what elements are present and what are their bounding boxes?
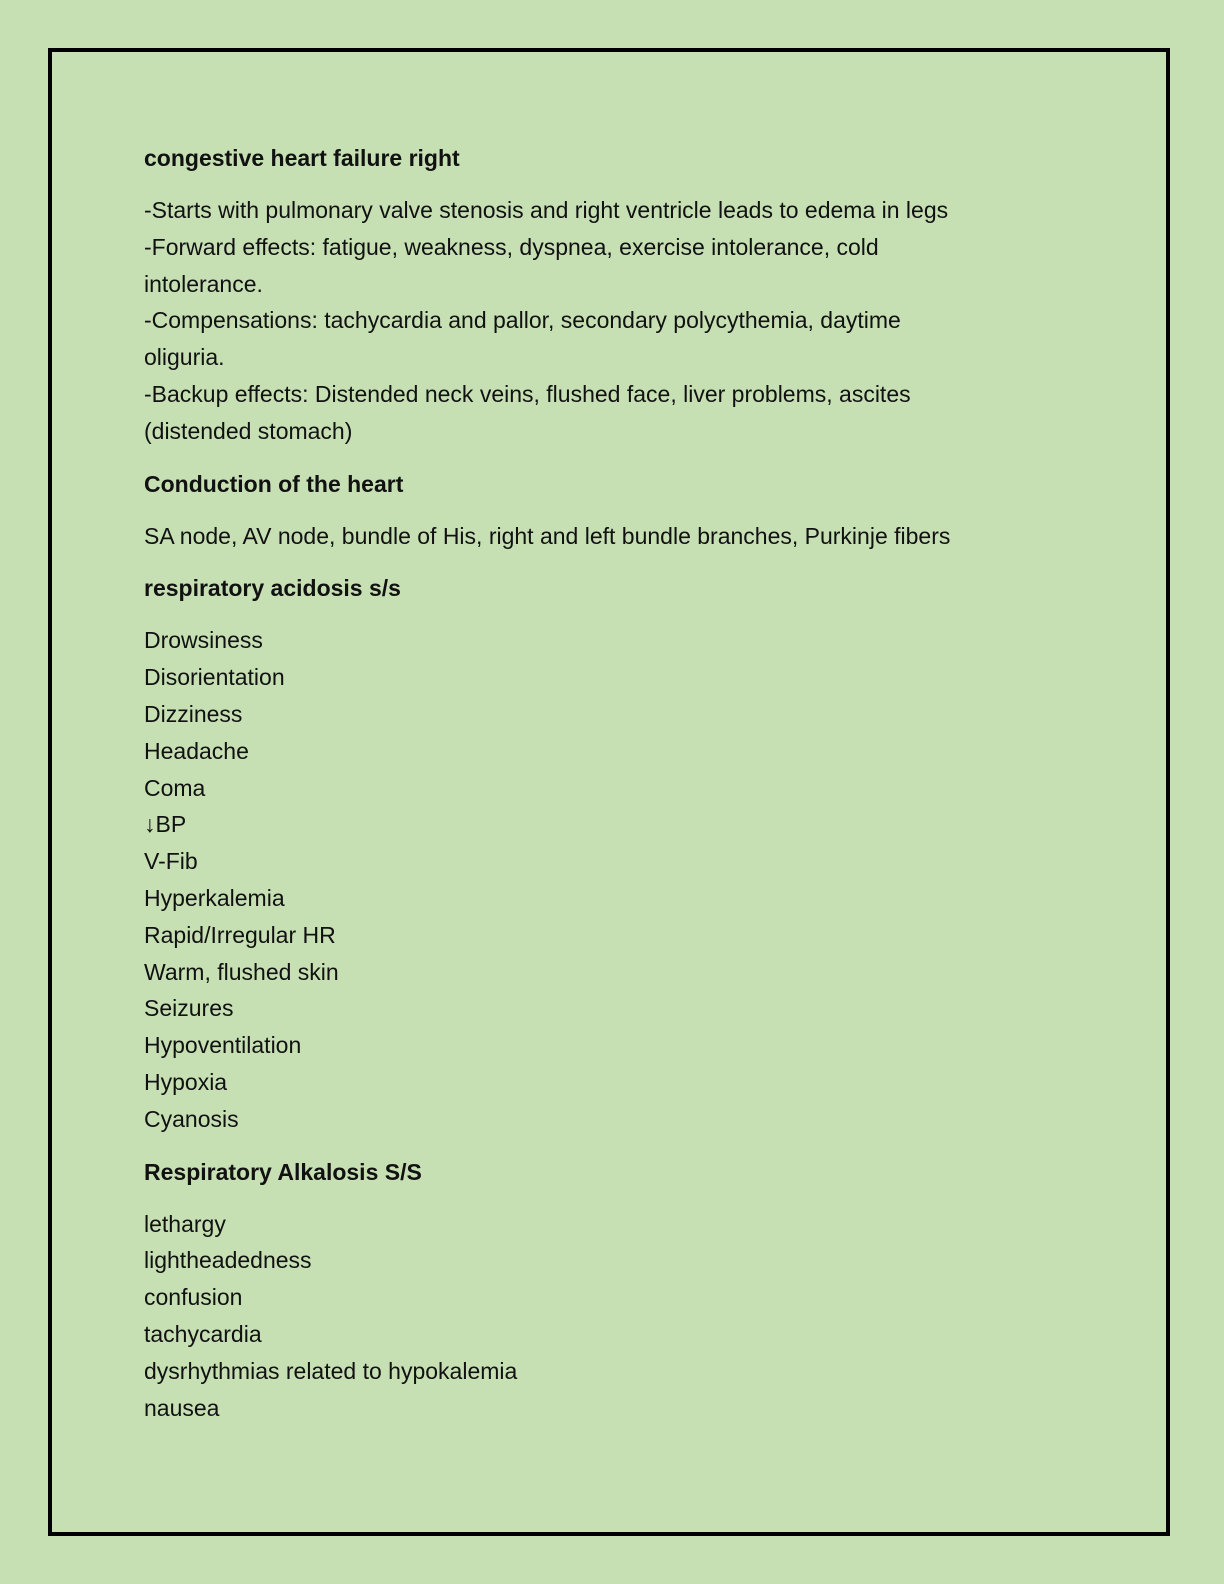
list-item: Disorientation (144, 664, 285, 691)
document-content (144, 140, 1084, 1442)
list-item: Coma (144, 774, 206, 801)
list-item: tachycardia (144, 1320, 262, 1347)
list-item: Hyperkalemia (144, 884, 285, 911)
list-item: ↓BP (144, 811, 187, 838)
text-line: -Starts with pulmonary valve stenosis and right ventricle leads to edema in legs (144, 197, 949, 223)
text-line: -Backup effects: Distended neck veins, flushed face, liver problems, ascites (144, 380, 911, 407)
text-line: (distended stomach) (144, 417, 353, 444)
list-item: Drowsiness (144, 627, 263, 654)
list-item: Dizziness (144, 700, 243, 727)
text-line: -Compensations: tachycardia and pallor, secondary polycythemia, daytime (144, 307, 901, 334)
list-item: Cyanosis (144, 1105, 239, 1132)
list-item: Headache (144, 737, 249, 764)
section-body-chf-right (144, 192, 1084, 450)
list-item: Rapid/Irregular HR (144, 921, 336, 948)
list-item: Warm, flushed skin (144, 958, 339, 985)
list-item: confusion (144, 1284, 243, 1311)
text-line: intolerance. (144, 270, 263, 297)
section-heading-resp-acidosis: respiratory acidosis s/s (144, 575, 401, 602)
list-item: nausea (144, 1394, 220, 1421)
section-body-resp-alkalosis (144, 1206, 1084, 1427)
section-body-conduction (144, 518, 1084, 555)
list-item: dysrhythmias related to hypokalemia (144, 1357, 518, 1384)
text-line: SA node, AV node, bundle of His, right and left bundle branches, Purkinje fibers (144, 522, 951, 549)
section-heading-chf-right: congestive heart failure right (144, 145, 460, 171)
list-item: V-Fib (144, 848, 198, 875)
section-body-resp-acidosis (144, 622, 1084, 1137)
list-item: Hypoxia (144, 1068, 228, 1095)
list-item: lightheadedness (144, 1247, 312, 1274)
section-heading-conduction: Conduction of the heart (144, 470, 404, 497)
list-item: Seizures (144, 995, 234, 1022)
list-item: lethargy (144, 1210, 226, 1237)
text-line: -Forward effects: fatigue, weakness, dyspnea, exercise intolerance, cold (144, 233, 879, 260)
section-heading-resp-alkalosis: Respiratory Alkalosis S/S (144, 1158, 422, 1185)
list-item: Hypoventilation (144, 1032, 302, 1059)
text-line: oliguria. (144, 344, 225, 371)
